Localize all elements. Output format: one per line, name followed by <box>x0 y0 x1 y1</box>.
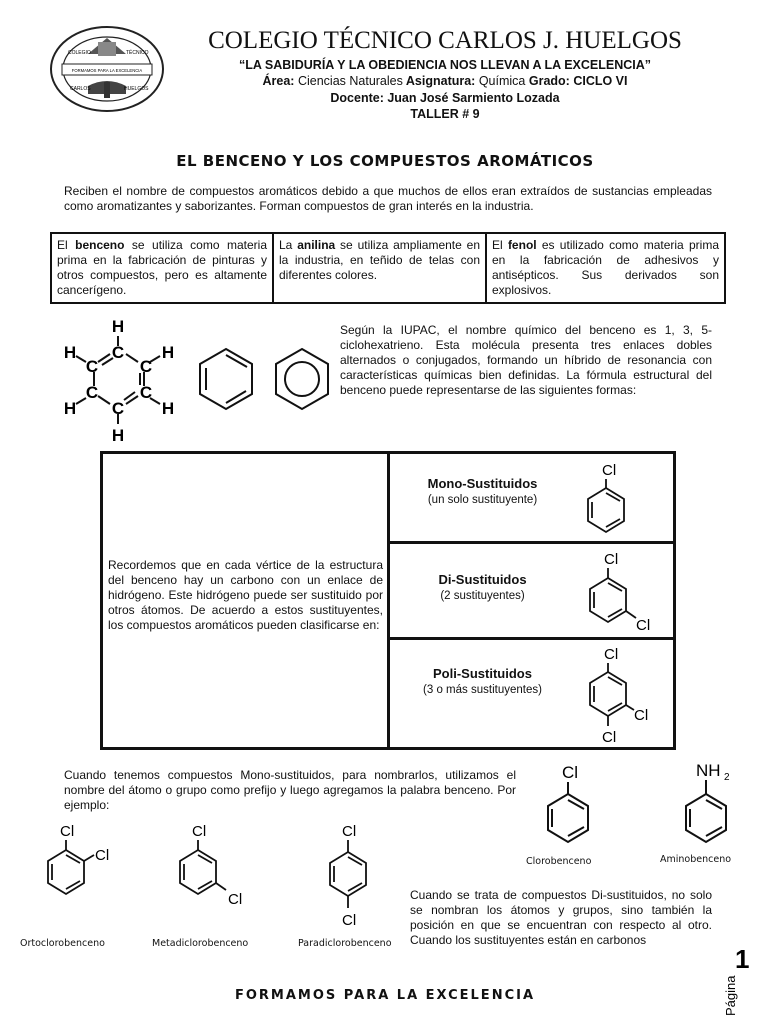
mono-subtitle: (un solo sustituyente) <box>427 494 538 506</box>
logo-text-4: CARLOS <box>70 86 91 92</box>
use-cell-aniline: La anilina se utiliza ampliamente en la industria, en teñido de telas con diferentes colores. <box>272 234 485 302</box>
atom-h: H <box>111 426 125 445</box>
atom-c: C <box>111 399 125 418</box>
meta-dichlorobenzene-structure <box>582 548 662 636</box>
atom-cl: Cl <box>636 617 651 634</box>
area-value: Ciencias Naturales <box>297 74 403 88</box>
meta-dichlorobenzene-example <box>172 822 262 912</box>
course-info-line <box>170 74 720 89</box>
mono-title: Mono-Sustituidos <box>427 476 538 491</box>
atom-c: C <box>85 357 99 376</box>
logo-text-3: FORMAMOS PARA LA EXCELENCIA <box>71 68 143 73</box>
uses-table <box>50 232 726 304</box>
use-cell-phenol: El fenol es utilizado como materia prima en la fabricación de adhesivos y antisépticos. Sus derivados son explosivos. <box>485 234 724 302</box>
chlorobenzene-example <box>536 760 626 852</box>
page-number-label <box>719 948 749 1018</box>
school-motto: “LA SABIDURÍA Y LA OBEDIENCIA NOS LLEVAN A LA EXCELENCIA” <box>238 58 652 72</box>
para-caption: Paradiclorobenceno <box>298 938 392 949</box>
atom-cl: Cl <box>342 912 357 929</box>
atom-c: C <box>139 357 153 376</box>
page-number: 1 <box>735 948 749 974</box>
subject-value: Química <box>478 74 526 88</box>
atom-h: H <box>63 399 77 418</box>
aminobenzene-example <box>672 756 762 852</box>
footer-slogan: FORMAMOS PARA LA EXCELENCIA <box>234 988 536 1003</box>
benzene-kekule-ring <box>196 346 256 412</box>
meta-caption: Metadiclorobenceno <box>152 938 249 949</box>
atom-cl: Cl <box>192 823 207 840</box>
poly-substituted-row <box>390 640 673 747</box>
mono-naming-paragraph: Cuando tenemos compuestos Mono-sustituidos, para nombrarlos, utilizamos el nombre del átomo o grupo como prefijo y luego agregamos la palabra benceno. Por ejemplo: <box>64 768 516 812</box>
poly-title: Poli-Sustituidos <box>433 666 532 681</box>
grade-label: Grado: <box>528 74 570 88</box>
atom-cl: Cl <box>634 707 649 724</box>
di-title: Di-Sustituidos <box>438 572 527 587</box>
logo-text-1: COLEGIO <box>68 50 91 56</box>
intro-paragraph: Reciben el nombre de compuestos aromáticos debido a que muchos de ellos eran extraídos de sustancias empleadas como aromatizantes y saborizantes. Forman compuestos de gran interés en la industria. <box>64 184 712 213</box>
poly-subtitle: (3 o más sustituyentes) <box>423 684 542 696</box>
atom-c: C <box>111 343 125 362</box>
ortho-dichlorobenzene-example <box>40 822 130 900</box>
atom-h: H <box>63 343 77 362</box>
atom-h: H <box>111 317 125 336</box>
teacher-line: Docente: Juan José Sarmiento Lozada <box>330 91 560 105</box>
trichlorobenzene-structure <box>582 644 662 748</box>
use-cell-benzene: El benceno se utiliza como materia prima en la fabricación de pinturas y otros compuestos, pero es altamente cancerígeno. <box>57 238 267 297</box>
subscript-2: 2 <box>724 772 730 783</box>
grade-value: CICLO VI <box>573 74 628 88</box>
logo-text-5: HUELGOS <box>124 86 149 92</box>
atom-nh: NH <box>696 761 721 780</box>
iupac-paragraph: Según la IUPAC, el nombre químico del benceno es 1, 3, 5-ciclohexatrieno. Esta molécula presenta tres enlaces dobles alternados o conjugados, formando un híbrido de resonancia con características químicas bien definidas. La fórmula estructural del benceno puede representarse de las siguientes formas: <box>340 323 712 397</box>
area-label: Área: <box>262 74 295 88</box>
atom-h: H <box>161 399 175 418</box>
chlorobenzene-caption: Clorobenceno <box>526 856 592 867</box>
di-subtitle: (2 sustituyentes) <box>440 590 525 602</box>
atom-cl: Cl <box>602 729 617 746</box>
ortho-caption: Ortoclorobenceno <box>20 938 105 949</box>
aminobenzene-caption: Aminobenceno <box>660 854 732 865</box>
subject-label: Asignatura: <box>405 74 476 88</box>
workshop-number: TALLER # 9 <box>410 107 480 121</box>
substitution-table <box>100 451 676 750</box>
atom-cl: Cl <box>602 462 617 479</box>
atom-cl: Cl <box>604 646 619 663</box>
page-label: Página <box>723 975 738 1016</box>
logo-text-2: TÉCNICO <box>126 50 149 56</box>
school-name: COLEGIO TÉCNICO CARLOS J. HUELGOS <box>208 27 682 54</box>
di-substituted-row <box>390 544 673 640</box>
atom-cl: Cl <box>228 891 243 908</box>
atom-cl: Cl <box>342 823 357 840</box>
atom-c: C <box>139 383 153 402</box>
mono-substituted-row <box>390 454 673 544</box>
substitution-text: Recordemos que en cada vértice de la estructura del benceno hay un carbono con un enlace de hidrógeno. Este hidrógeno puede ser sustituido por otros átomos. De acuerdo a estos sustituyentes, los compuestos aromáticos pueden clasificarse en: <box>108 558 383 632</box>
kekule-benzene-structure <box>60 314 180 446</box>
di-naming-paragraph: Cuando se trata de compuestos Di-sustituidos, no solo se nombran los átomos y grupos, sino también la posición en que se encuentran con respecto al otro. Cuando los sustituyentes están en carbonos <box>410 888 712 947</box>
atom-h: H <box>161 343 175 362</box>
school-logo <box>48 24 166 114</box>
atom-cl: Cl <box>60 823 75 840</box>
benzene-resonance-ring <box>272 346 332 412</box>
atom-cl: Cl <box>562 763 579 782</box>
chlorobenzene-structure <box>580 458 640 540</box>
substitution-description-cell <box>103 454 390 747</box>
atom-cl: Cl <box>95 847 110 864</box>
atom-c: C <box>85 383 99 402</box>
para-dichlorobenzene-example <box>322 822 382 932</box>
atom-cl: Cl <box>604 551 619 568</box>
page-title: EL BENCENO Y LOS COMPUESTOS AROMÁTICOS <box>176 152 594 170</box>
